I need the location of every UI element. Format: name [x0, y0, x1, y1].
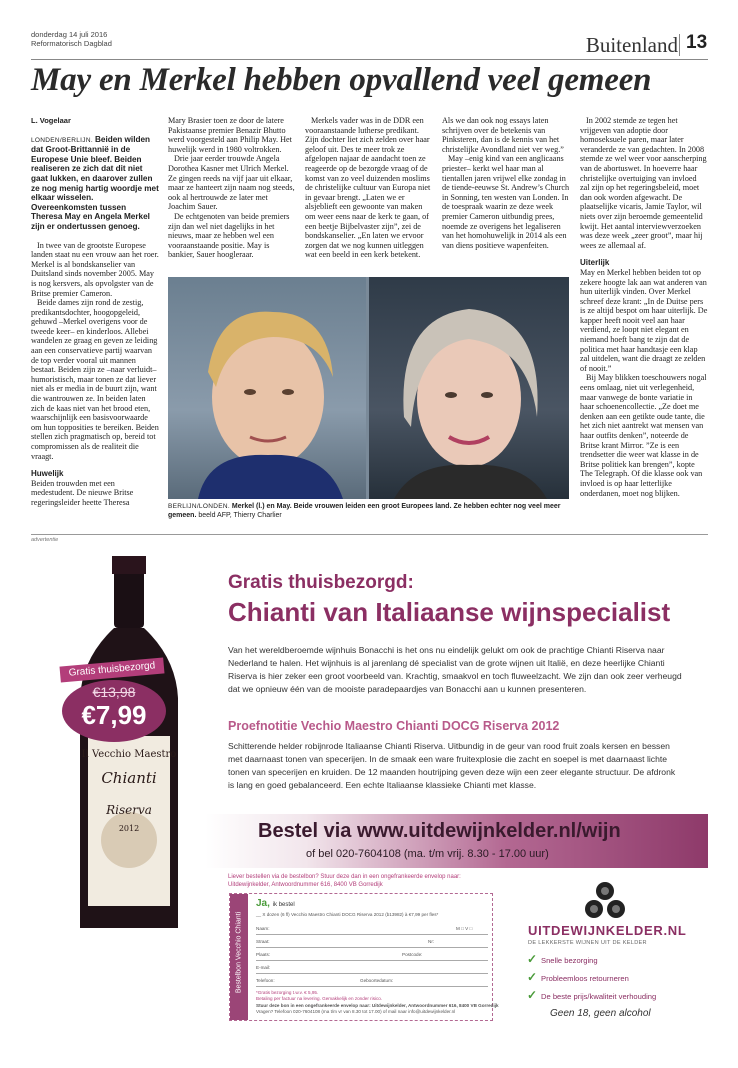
tasting-text: Schitterende helder robijnrode Italiaanse Chianti Riserva. Uitbundig in de geur van rood fruit zoals kersen en bessen met daarnaast tonen van specerijen. In de smaak een ware fruitexplosie die zacht en soepel is met daarnaast lichte tonen van specerijen en kruiden. De 12 maanden houtrijping geven deze wijn een zeer elegante structuur. De afdronk is lang en goed gebalanceerd. Een echte Italiaanse klassieke Chianti met klasse.	[228, 741, 676, 790]
publication-name: Reformatorisch Dagblad	[31, 39, 112, 48]
page-number: 13	[686, 32, 708, 53]
ad-divider	[31, 534, 708, 535]
order-phone: of bel 020-7604108 (ma. t/m vrij. 8.30 - 17.00 uur)	[306, 848, 549, 860]
caption-credit: beeld AFP, Thierry Charlier	[198, 512, 282, 519]
coupon-email-label: E-mail:	[256, 965, 271, 970]
ad-headline-1: Gratis thuisbezorgd:	[228, 572, 414, 593]
coupon-city-field[interactable]	[256, 960, 488, 961]
coupon-name-field[interactable]	[256, 934, 488, 935]
check-icon: ✓	[527, 970, 538, 984]
paragraph: Mary Brasier toen ze door de latere Pakistaanse premier Benazir Bhutto werd voorgesteld aan Philip May. Het huwelijk werd in 1980 voltrokken.	[168, 116, 292, 154]
paragraph: Bij May blikken toeschouwers nogal eens omlaag, niet uit verlegenheid, maar vanwege de bonte variatie in haar schoenencollectie. „Ze doet me denken aan een getikte oude tante, die het zich niet aantrekt wat mensen van haar outfits denken”, noteerde de Britse krant Mirror. ”Ze is een trendsetter die weer wat klasse in de Britse politiek kan brengen”, kopte The Telegraph. Of die klasse ook van invloed is op haar letterlijke onderdanen, moet nog blijken.	[580, 373, 707, 498]
ad-headline-2: Chianti van Italiaanse wijnspecialist	[228, 597, 671, 627]
brand-tagline: DE LEKKERSTE WIJNEN UIT DE KELDER	[528, 940, 647, 946]
age-notice: Geen 18, geen alcohol	[550, 1008, 651, 1019]
brand-logo-text: UITDEWIJNKELDER.NL	[528, 923, 687, 938]
coupon-note: Vragen? Telefoon 020-7604108 (ma t/m vr van 8.30 tot 17.00) of mail naar info@uitdewijnkelder.nl	[256, 1009, 456, 1014]
coupon-ja-sub: ik bestel	[272, 902, 295, 908]
bottle-name: Il Vecchio Maestro	[81, 749, 177, 760]
article-headline: May en Merkel hebben opvallend veel gemeen	[31, 62, 652, 98]
coupon-note: Stuur deze bon in een ongefrankeerde envelop naar: Uitdewijnkelder, Antwoordnummer 616, 8400 VB Gorredijk	[256, 1003, 499, 1008]
issue-date: donderdag 14 juli 2016	[31, 30, 108, 39]
badge-free-delivery: Gratis thuisbezorgd	[60, 657, 165, 682]
wine-bottle-image	[42, 548, 217, 938]
tasting-title: Proefnotitie Vechio Maestro Chianti DOCG Riserva 2012	[228, 719, 560, 733]
article-column-2	[168, 116, 296, 260]
coupon-ja	[256, 898, 295, 909]
coupon-side-strip	[230, 894, 248, 1020]
coupon-city-label: Plaats:	[256, 952, 271, 957]
coupon-instructions: Liever bestellen via de bestelbon? Stuur deze dan in een ongefrankeerde envelop naar: Uitdewijnkelder, Antwoordnummer 616, 8400 VB Gorredijk	[228, 874, 461, 888]
order-coupon[interactable]	[229, 893, 499, 1021]
paragraph: Merkels vader was in de DDR een vooraanstaande lutherse predikant. Zijn dochter liet zich zelden over haar geloof uit. Des te meer trok ze afgelopen najaar de aandacht toen ze reageerde op de bezorgde vraag of de komst van zo veel duizenden moslims de christelijke cultuur van Europa niet in gevaar brengt. „Laten we er alsjeblieft een gewoonte van maken om weer eens naar de kerk te gaan, of een beetje Bijbelvaster zijn”, zei de bondskanselier. „En laten we ervoor zorgen dat we nog kunnen uitleggen wat een beeld in een kerk betekent.	[305, 116, 431, 260]
coupon-quantity-line[interactable]: __ X dozen (6 fl) Vecchio Maestro Chianti DOCG Riserva 2012 (b13982) à €7,99 per fles*	[256, 912, 439, 917]
paragraph: Drie jaar eerder trouwde Angela Dorothea Kasner met Ulrich Merkel. Ze gingen reeds na vijf jaar uit elkaar, maar ze hanteert zijn naam nog steeds, ook al hertrouwde ze later met Joachim Sauer.	[168, 154, 295, 212]
paragraph: May –enig kind van een anglicaans priester– kerkt wel haar man al tientallen jaren vrijwel elke zondag in de tiende-eeuwse St. Andrew’s Church in Sonning, ten westen van Londen. In de toespraak waarin ze deze week premier Cameron uitbundig prees, noemde ze overigens het legaliseren van het homohuwelijk in 2014 als een van diens positieve wapenfeiten.	[442, 154, 570, 250]
article-column-3	[305, 116, 433, 260]
bottle-portrait-icon	[101, 812, 157, 868]
photo-may	[369, 277, 569, 499]
photo-caption	[168, 502, 569, 520]
caption-text: Merkel (l.) en May. Beide vrouwen leiden een groot Europees land. Ze hebben echter nog veel meer gemeen.	[168, 503, 561, 519]
coupon-name-label: Naam:	[256, 926, 270, 931]
masthead-divider	[679, 34, 680, 56]
article-lead	[31, 135, 159, 232]
article-column-5	[580, 116, 708, 498]
coupon-phone-field[interactable]	[256, 986, 488, 987]
paragraph: In twee van de grootste Europese landen staat nu een vrouw aan het roer. Merkel is al bondskanselier van Duitsland sinds november 2005. May is nog kersvers, als opvolgster van de Britse premier Cameron.	[31, 240, 159, 298]
paragraph: In 2002 stemde ze tegen het vrijgeven van adoptie door homoseksuele paren, maar later veranderde ze van gedachten. In 2008 stemde ze wel weer voor aanscherping van de abortuswet. In hoeverre haar christelijke overtuiging van invloed zal zijn op het regeringsbeleid, moet dan ook worden afgewacht. De plaatselijke vicaris, Jamie Taylor, wil niets over zijn beroemde gemeentelid kwijt. Het aantal interviewverzoeken was deze week „zeer groot”, maar hij wees ze allemaal af.	[580, 116, 707, 250]
barrel-logo-icon	[583, 880, 627, 920]
masthead-date-block	[31, 30, 112, 48]
coupon-postcode-label: Postcode:	[402, 952, 423, 957]
caption-dateline: BERLIJN/LONDEN.	[168, 503, 230, 510]
check-icon: ✓	[527, 988, 538, 1002]
coupon-phone-label: Telefoon:	[256, 978, 275, 983]
masthead-rule	[31, 59, 708, 60]
section-title: Buitenland	[585, 33, 678, 57]
article-photo	[168, 277, 569, 499]
article-column-4	[442, 116, 570, 250]
lead-text: Beiden wilden dat Groot-Brittannië in de Europese Unie bleef. Beiden realiseren ze zich dat dit niet gaat lukken, en daarover zullen ze nog menig hartig woordje met elkaar wisselen. Overeenkomsten tussen Theresa May en Angela Merkel zijn er ondertussen genoeg.	[31, 134, 159, 231]
bottle-chianti: Chianti	[101, 769, 157, 787]
old-price: €13,98	[92, 684, 136, 700]
paragraph: De echtgenoten van beide premiers zijn dan wel niet dagelijks in het nieuws, maar ze hebben wel een vooraanstaande positie. May is bankier, Sauer hoogleraar.	[168, 211, 290, 260]
coupon-street-label: Straat:	[256, 939, 270, 944]
byline: L. Vogelaar	[31, 116, 71, 125]
ad-label: advertentie	[31, 537, 59, 543]
usp-item: De beste prijs/kwaliteit verhouding	[541, 992, 657, 1001]
coupon-side-label: Bestelbon Vecchio Chianti	[235, 911, 243, 994]
paragraph: May en Merkel hebben beiden tot op zekere hoogte lak aan wat anderen van hun uiterlijk vinden. Over Merkel schreef deze krant: „In de Duitse pers is ze altijd bespot om haar uiterlijk. De kapper heeft nooit veel aan haar verdiend, ze loopt niet elegant en niemand hoeft bang te zijn dat de politica met haar handtasje een klap zal uitdelen, want die draagt ze zelden of nooit.”	[580, 267, 708, 373]
ad-intro: Van het wereldberoemde wijnhuis Bonacchi is het ons nu eindelijk gelukt om ook de prachtige Chianti Riserva naar Nederland te halen. Het wijnhuis is al jarenlang dé specialist van de grote wijnen uit Italië, en deze heerlijke Chianti Riserva is hier zeker een groot voorbeeld van. Krachtig, smaakvol en toch fluweelzacht. We zijn dan ook zeer verheugd dat we opnieuw één van de mooiste paradepaardjes van Bonacchi aan u kunnen presenteren.	[228, 645, 682, 694]
coupon-note: Betaling per factuur na levering. Gemakkelijk en zonder risico.	[256, 996, 383, 1001]
usp-item: Probleemloos retourneren	[541, 974, 629, 983]
usp-item: Snelle bezorging	[541, 956, 598, 965]
paragraph: Als we dan ook nog essays laten schrijven over de betekenis van Pinksteren, dan is de kennis van het christelijke Avondland niet ver weg.”	[442, 116, 564, 154]
check-icon: ✓	[527, 952, 538, 966]
article-column-1	[31, 116, 159, 508]
photo-merkel	[168, 277, 366, 499]
paragraph: Beiden trouwden met een medestudent. De nieuwe Britse regeringsleider heette Theresa	[31, 478, 134, 507]
subhead-huwelijk: Huwelijk	[31, 469, 64, 479]
new-price: €7,99	[81, 700, 147, 730]
coupon-email-field[interactable]	[256, 973, 488, 974]
dateline: LONDEN/BERLIJN.	[31, 136, 93, 144]
subhead-uiterlijk: Uiterlijk	[580, 258, 610, 268]
coupon-ja-word: Ja,	[256, 898, 270, 909]
coupon-street-field[interactable]	[256, 947, 488, 948]
coupon-birth-label: Geboortedatum:	[360, 978, 394, 983]
order-url[interactable]: Bestel via www.uitdewijnkelder.nl/wijn	[258, 820, 621, 842]
bottle-year: 2012	[118, 824, 140, 833]
coupon-gender-choice[interactable]: M □ V □	[456, 926, 473, 931]
bottle-riserva: Riserva	[106, 803, 152, 817]
paragraph: Beide dames zijn rond de zestig, predikantsdochter, hoogopgeleid, gehuwd –Merkel overigens voor de tweede keer– en kinderloos. Allebei wandelen ze graag en geven ze leiding aan een conservatieve partij waarvan de top verder vooral uit mannen bestaat. Beiden zijn ze –naar verluidt– humoristisch, maar tonen ze dat liever niet als er media in de buurt zijn, want die wantrouwen ze. In beiden laten zich de kaas niet van het brood eten, waarschijnlijk een basisvoorwaarde om hun topposities te bereiken. Beiden stellen zich pragmatisch op, bereid tot compromissen als de realiteit die vraagt.	[31, 298, 159, 461]
coupon-nr-label: Nr:	[428, 939, 435, 944]
coupon-note: *Gratis bezorging t.w.v. € 5,95.	[256, 990, 319, 995]
